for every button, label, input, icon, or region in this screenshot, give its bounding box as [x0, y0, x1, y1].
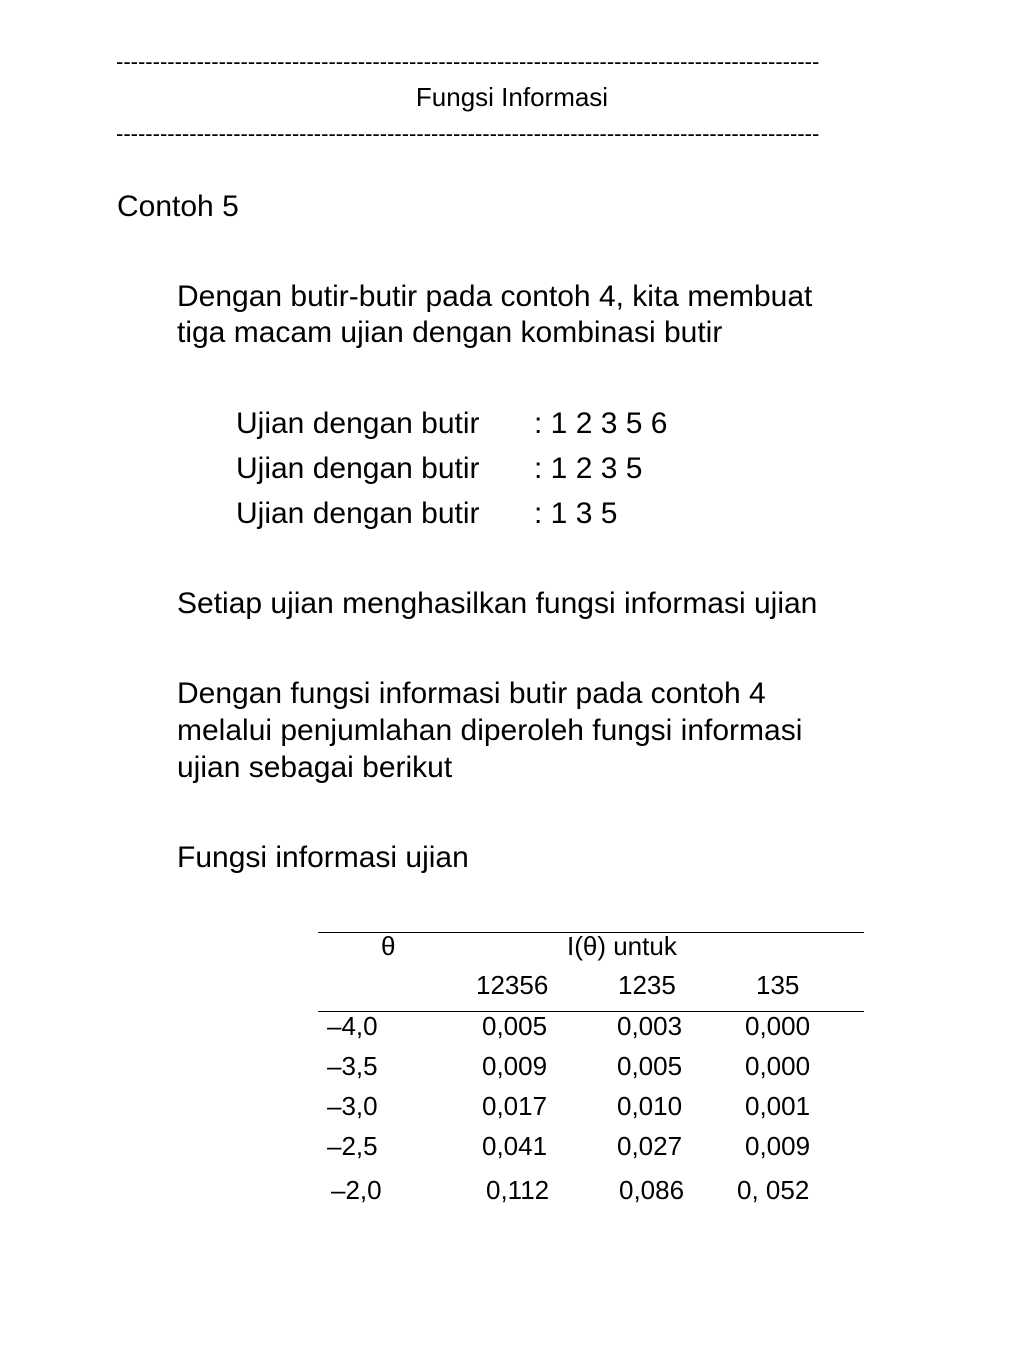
test-3-label: Ujian dengan butir [236, 497, 480, 530]
paragraph-3-line-2: melalui penjumlahan diperoleh fungsi informasi [177, 714, 803, 747]
header-top-dashes: ------------------------------------------------------------------------------------------------ [116, 50, 820, 74]
theta-header: θ [381, 931, 396, 961]
value-135: 0,000 [745, 1051, 811, 1081]
paragraph-3-line-3: ujian sebagai berikut [177, 751, 453, 784]
page-header-title: Fungsi Informasi [415, 82, 609, 112]
column-header-1235: 1235 [618, 970, 676, 1000]
paragraph-3-line-1: Dengan fungsi informasi butir pada contoh 4 [177, 677, 766, 710]
test-1-label: Ujian dengan butir [236, 407, 480, 440]
value-135: 0,009 [745, 1131, 811, 1161]
value-135: 0,001 [745, 1091, 811, 1121]
value-135: 0, 052 [737, 1175, 810, 1205]
value-12356: 0,041 [482, 1131, 548, 1161]
value-12356: 0,017 [482, 1091, 548, 1121]
value-1235: 0,003 [617, 1011, 683, 1041]
theta-value: –2,5 [327, 1131, 378, 1161]
test-3-items: : 1 3 5 [534, 497, 618, 530]
theta-value: –2,0 [331, 1175, 382, 1205]
header-bottom-dashes: ------------------------------------------------------------------------------------------------ [116, 122, 820, 146]
paragraph-1-line-2: tiga macam ujian dengan kombinasi butir [177, 316, 723, 349]
section-title: Contoh 5 [117, 190, 239, 223]
column-header-12356: 12356 [476, 970, 549, 1000]
value-1235: 0,086 [619, 1175, 685, 1205]
theta-value: –3,5 [327, 1051, 378, 1081]
test-1-items: : 1 2 3 5 6 [534, 407, 668, 440]
value-135: 0,000 [745, 1011, 811, 1041]
theta-value: –3,0 [327, 1091, 378, 1121]
column-header-135: 135 [756, 970, 800, 1000]
paragraph-2: Setiap ujian menghasilkan fungsi informasi ujian [177, 587, 818, 620]
value-12356: 0,005 [482, 1011, 548, 1041]
value-1235: 0,005 [617, 1051, 683, 1081]
test-2-label: Ujian dengan butir [236, 452, 480, 485]
test-2-items: : 1 2 3 5 [534, 452, 643, 485]
theta-value: –4,0 [327, 1011, 378, 1041]
value-1235: 0,010 [617, 1091, 683, 1121]
value-12356: 0,009 [482, 1051, 548, 1081]
value-12356: 0,112 [486, 1175, 550, 1205]
paragraph-1-line-1: Dengan butir-butir pada contoh 4, kita membuat [177, 280, 813, 313]
table-caption: Fungsi informasi ujian [177, 841, 469, 874]
value-1235: 0,027 [617, 1131, 683, 1161]
info-header: I(θ) untuk [567, 931, 677, 961]
